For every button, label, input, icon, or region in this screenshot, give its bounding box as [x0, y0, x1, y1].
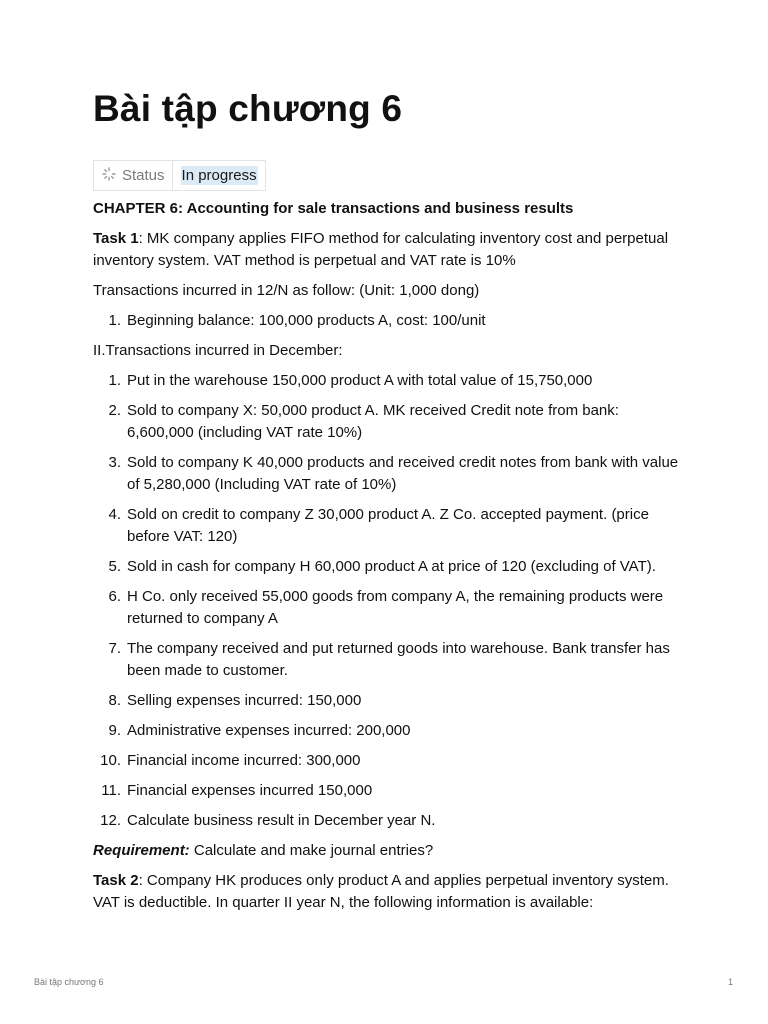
list-item-text: Selling expenses incurred: 150,000	[127, 692, 362, 709]
list-item-number: 5.	[108, 558, 121, 575]
loading-spinner-icon	[102, 167, 122, 185]
list-item	[93, 638, 683, 682]
list-item-text: The company received and put returned goods into warehouse. Bank transfer has been made to customer.	[127, 640, 670, 679]
list-item-number: 1.	[108, 372, 121, 389]
list-item-text: Sold to company K 40,000 products and received credit notes from bank with value of 5,280,000 (Including VAT rate of 10%)	[127, 454, 679, 493]
list-item-text: Financial expenses incurred 150,000	[127, 782, 373, 799]
list-item	[93, 810, 683, 832]
status-property[interactable]	[93, 160, 266, 191]
task2-text: : Company HK produces only product A and applies perpetual inventory system. VAT is deductible. In quarter II year N, the following information is available:	[93, 872, 669, 911]
task2-label: Task 2	[93, 872, 139, 889]
list-item-number: 4.	[108, 506, 121, 523]
list-item	[93, 504, 683, 548]
list-item-number: 6.	[108, 588, 121, 605]
list-item-number: 3.	[108, 454, 121, 471]
transactions-list	[93, 370, 683, 832]
list-item	[93, 780, 683, 802]
list-item-text: Beginning balance: 100,000 products A, cost: 100/unit	[127, 312, 486, 329]
list-item-number: 8.	[108, 692, 121, 709]
list-item	[93, 690, 683, 712]
transactions-intro: Transactions incurred in 12/N as follow: (Unit: 1,000 dong)	[93, 282, 480, 299]
requirement-paragraph	[93, 840, 683, 862]
page-title: Bài tập chương 6	[93, 88, 403, 129]
requirement-label: Requirement:	[93, 842, 190, 859]
list-item-text: Sold on credit to company Z 30,000 product A. Z Co. accepted payment. (price before VAT: 120)	[127, 506, 649, 545]
list-item	[93, 750, 683, 772]
status-badge[interactable]: In progress	[181, 167, 257, 184]
list-item	[93, 556, 683, 578]
list-item-number: 7.	[108, 640, 121, 657]
property-value[interactable]	[173, 161, 265, 190]
list-item-text: H Co. only received 55,000 goods from company A, the remaining products were returned to company A	[127, 588, 664, 627]
list-item-text: Financial income incurred: 300,000	[127, 752, 361, 769]
footer-title: Bài tập chương 6	[34, 977, 104, 987]
list-item-text: Calculate business result in December year N.	[127, 812, 436, 829]
task1-text: : MK company applies FIFO method for calculating inventory cost and perpetual inventory system. VAT method is perpetual and VAT rate is 10%	[93, 230, 669, 269]
list-item	[93, 400, 683, 444]
list-item-text: Put in the warehouse 150,000 product A with total value of 15,750,000	[127, 372, 593, 389]
list-item	[93, 452, 683, 496]
chapter-heading: CHAPTER 6: Accounting for sale transactions and business results	[93, 200, 574, 217]
section2-heading: II.Transactions incurred in December:	[93, 342, 343, 359]
list-item-number: 10.	[100, 752, 121, 769]
list-item	[93, 586, 683, 630]
list-item	[93, 720, 683, 742]
list-item	[93, 310, 683, 332]
list-item-number: 9.	[108, 722, 121, 739]
list-item-text: Administrative expenses incurred: 200,000	[127, 722, 411, 739]
page-number: 1	[727, 977, 733, 987]
requirement-text: Calculate and make journal entries?	[189, 842, 434, 859]
task1-paragraph	[93, 228, 683, 272]
list-item-text: Sold in cash for company H 60,000 product A at price of 120 (excluding of VAT).	[127, 558, 656, 575]
list-item-number: 11.	[101, 782, 121, 799]
list-item-number: 1.	[108, 312, 121, 329]
property-name	[94, 161, 173, 190]
list-item-number: 12.	[100, 812, 121, 829]
property-label: Status	[122, 167, 165, 184]
task1-label: Task 1	[93, 230, 139, 247]
list-item-number: 2.	[108, 402, 121, 419]
list-item	[93, 370, 683, 392]
task2-paragraph	[93, 870, 683, 914]
list-item-text: Sold to company X: 50,000 product A. MK received Credit note from bank: 6,600,000 (including VAT rate 10%)	[127, 402, 619, 441]
document-body	[93, 198, 683, 922]
beginning-list	[93, 310, 683, 332]
